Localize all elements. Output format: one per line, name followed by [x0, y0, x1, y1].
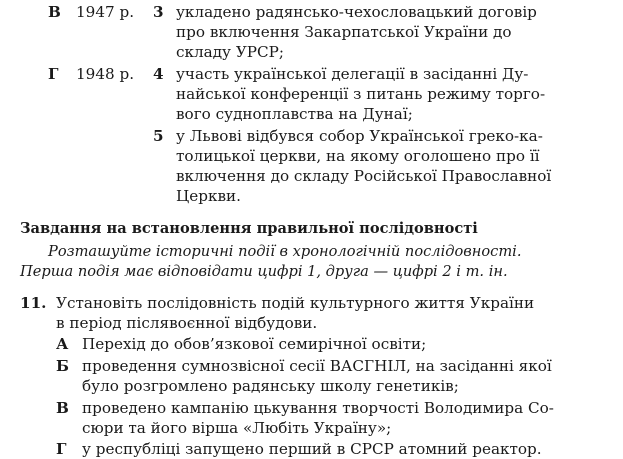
option-number-3: 3 — [153, 3, 164, 21]
answer-h-line-1: у республіці запущено перший в СРСР атомний реактор. — [82, 440, 542, 458]
option-5-line-2: толицької церкви, на якому оголошено про її — [176, 147, 540, 165]
answer-v-line-1: проведено кампанію цькування творчості Володимира Со- — [82, 399, 554, 417]
answer-letter-a: А — [56, 335, 69, 353]
answer-letter-b: Б — [56, 357, 69, 375]
question-number: 11. — [20, 294, 47, 312]
answer-letter-v: В — [56, 399, 69, 417]
letter-h: Г — [48, 65, 59, 83]
answer-v-line-2: сюри та його вірша «Любіть Україну»; — [82, 419, 392, 437]
option-3-line-1: укладено радянсько-чехословацький договір — [176, 3, 537, 21]
answer-letter-h: Г — [56, 440, 67, 458]
option-number-5: 5 — [153, 127, 164, 145]
instruction-line-2: Перша подія має відповідати цифрі 1, друга — цифрі 2 і т. ін. — [20, 263, 508, 280]
option-4-line-2: найської конференції з питань режиму торго- — [176, 85, 546, 103]
year-1948: 1948 р. — [76, 65, 135, 83]
option-5-line-1: у Львові відбувся собор Української греко-ка- — [176, 127, 543, 145]
answer-b-line-2: було розгромлено радянську школу генетиків; — [82, 377, 459, 395]
option-number-4: 4 — [153, 65, 164, 83]
answer-a-line-1: Перехід до обов’язкової семирічної освіти; — [82, 335, 427, 353]
question-text-line-2: в період післявоєнної відбудови. — [56, 314, 318, 332]
option-3-line-2: про включення Закарпатської України до — [176, 23, 512, 41]
option-5-line-4: Церкви. — [176, 187, 241, 205]
question-text-line-1: Установіть послідовність подій культурного життя України — [56, 294, 535, 312]
option-4-line-3: вого судноплавства на Дунаї; — [176, 105, 413, 123]
letter-v: В — [48, 3, 61, 21]
section-heading: Завдання на встановлення правильної послідовності — [20, 220, 478, 237]
instruction-line-1: Розташуйте історичні події в хронологічній послідовності. — [48, 243, 522, 260]
option-3-line-3: складу УРСР; — [176, 43, 284, 61]
option-5-line-3: включення до складу Російської Православної — [176, 167, 552, 185]
option-4-line-1: участь української делегації в засіданні Ду- — [176, 65, 529, 83]
answer-b-line-1: проведення сумнозвісної сесії ВАСГНІЛ, на засіданні якої — [82, 357, 552, 375]
year-1947: 1947 р. — [76, 3, 135, 21]
